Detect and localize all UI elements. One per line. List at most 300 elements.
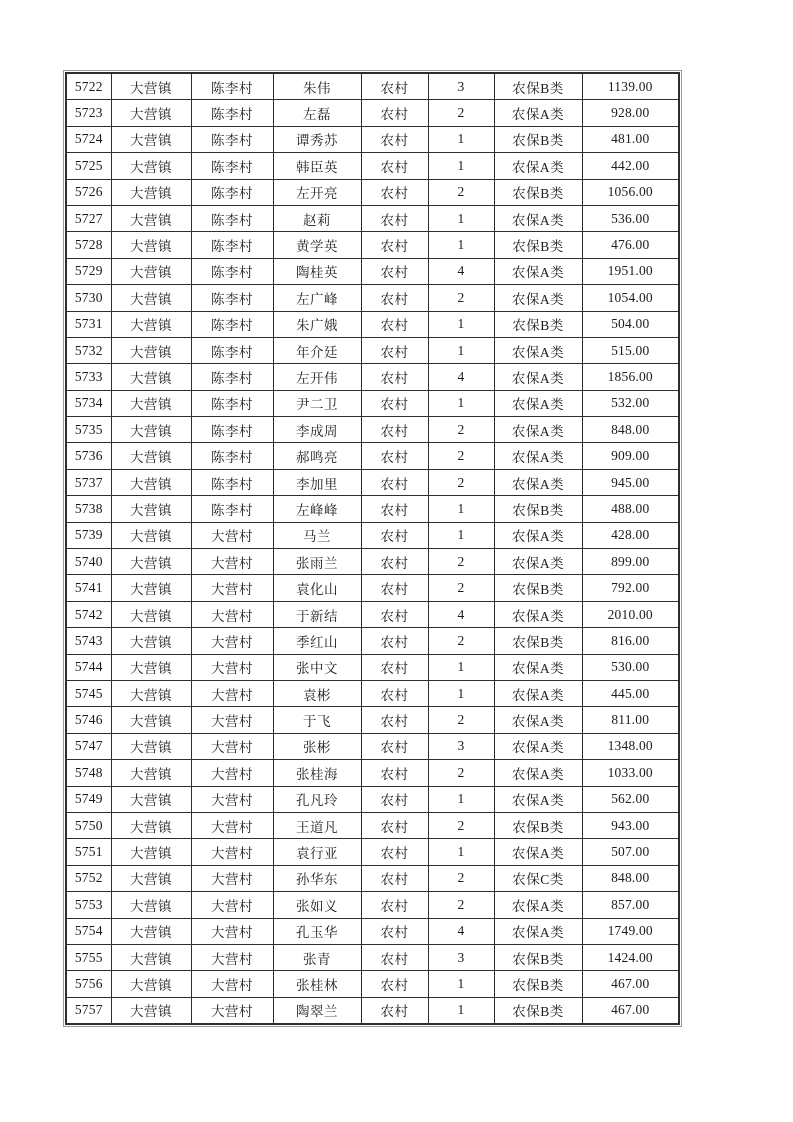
table-row xyxy=(66,153,679,179)
cell-residence-type: 农村 xyxy=(361,258,428,284)
cell-insurance-category: 农保A类 xyxy=(494,601,582,627)
cell-serial-number: 5746 xyxy=(66,707,111,733)
table-row xyxy=(66,839,679,865)
cell-town: 大营镇 xyxy=(111,865,191,891)
cell-person-name: 左峰峰 xyxy=(273,496,361,522)
cell-village: 大营村 xyxy=(191,575,273,601)
cell-person-count: 1 xyxy=(428,153,494,179)
cell-person-count: 2 xyxy=(428,549,494,575)
cell-person-name: 年介廷 xyxy=(273,337,361,363)
cell-person-count: 1 xyxy=(428,654,494,680)
cell-person-count: 1 xyxy=(428,126,494,152)
cell-amount: 562.00 xyxy=(582,786,679,812)
table-row xyxy=(66,285,679,311)
cell-residence-type: 农村 xyxy=(361,126,428,152)
cell-residence-type: 农村 xyxy=(361,205,428,231)
cell-person-name: 左开伟 xyxy=(273,364,361,390)
cell-serial-number: 5740 xyxy=(66,549,111,575)
cell-serial-number: 5738 xyxy=(66,496,111,522)
cell-insurance-category: 农保A类 xyxy=(494,680,582,706)
cell-insurance-category: 农保B类 xyxy=(494,812,582,838)
cell-person-count: 4 xyxy=(428,258,494,284)
cell-serial-number: 5724 xyxy=(66,126,111,152)
cell-serial-number: 5730 xyxy=(66,285,111,311)
cell-serial-number: 5736 xyxy=(66,443,111,469)
cell-village: 大营村 xyxy=(191,944,273,970)
cell-person-count: 1 xyxy=(428,997,494,1024)
cell-residence-type: 农村 xyxy=(361,628,428,654)
cell-amount: 909.00 xyxy=(582,443,679,469)
table-row xyxy=(66,417,679,443)
cell-village: 陈李村 xyxy=(191,496,273,522)
cell-person-count: 2 xyxy=(428,575,494,601)
cell-insurance-category: 农保A类 xyxy=(494,417,582,443)
table-row xyxy=(66,443,679,469)
cell-residence-type: 农村 xyxy=(361,865,428,891)
cell-amount: 816.00 xyxy=(582,628,679,654)
table-row xyxy=(66,944,679,970)
cell-residence-type: 农村 xyxy=(361,760,428,786)
cell-residence-type: 农村 xyxy=(361,522,428,548)
cell-person-name: 袁化山 xyxy=(273,575,361,601)
cell-person-count: 2 xyxy=(428,100,494,126)
cell-town: 大营镇 xyxy=(111,496,191,522)
cell-residence-type: 农村 xyxy=(361,997,428,1024)
table-row xyxy=(66,997,679,1024)
cell-person-count: 2 xyxy=(428,628,494,654)
cell-town: 大营镇 xyxy=(111,997,191,1024)
cell-village: 大营村 xyxy=(191,680,273,706)
cell-village: 大营村 xyxy=(191,997,273,1024)
table-row xyxy=(66,865,679,891)
cell-residence-type: 农村 xyxy=(361,364,428,390)
cell-person-name: 张彬 xyxy=(273,733,361,759)
cell-amount: 481.00 xyxy=(582,126,679,152)
cell-town: 大营镇 xyxy=(111,179,191,205)
table-row xyxy=(66,232,679,258)
cell-person-name: 张桂海 xyxy=(273,760,361,786)
cell-village: 陈李村 xyxy=(191,285,273,311)
table-row xyxy=(66,760,679,786)
cell-town: 大营镇 xyxy=(111,522,191,548)
cell-insurance-category: 农保A类 xyxy=(494,205,582,231)
cell-town: 大营镇 xyxy=(111,417,191,443)
cell-serial-number: 5723 xyxy=(66,100,111,126)
cell-insurance-category: 农保A类 xyxy=(494,733,582,759)
table-row xyxy=(66,73,679,100)
cell-serial-number: 5739 xyxy=(66,522,111,548)
cell-serial-number: 5749 xyxy=(66,786,111,812)
cell-village: 陈李村 xyxy=(191,126,273,152)
cell-person-count: 1 xyxy=(428,496,494,522)
cell-town: 大营镇 xyxy=(111,786,191,812)
cell-person-count: 1 xyxy=(428,337,494,363)
table-row xyxy=(66,100,679,126)
cell-person-count: 1 xyxy=(428,522,494,548)
cell-person-name: 左开亮 xyxy=(273,179,361,205)
cell-person-count: 1 xyxy=(428,390,494,416)
cell-residence-type: 农村 xyxy=(361,179,428,205)
cell-town: 大营镇 xyxy=(111,153,191,179)
cell-town: 大营镇 xyxy=(111,918,191,944)
cell-village: 陈李村 xyxy=(191,443,273,469)
cell-serial-number: 5750 xyxy=(66,812,111,838)
cell-town: 大营镇 xyxy=(111,575,191,601)
cell-amount: 467.00 xyxy=(582,971,679,997)
cell-town: 大营镇 xyxy=(111,443,191,469)
cell-insurance-category: 农保B类 xyxy=(494,575,582,601)
cell-amount: 445.00 xyxy=(582,680,679,706)
cell-village: 陈李村 xyxy=(191,100,273,126)
cell-amount: 848.00 xyxy=(582,417,679,443)
cell-town: 大营镇 xyxy=(111,364,191,390)
cell-village: 陈李村 xyxy=(191,258,273,284)
cell-insurance-category: 农保A类 xyxy=(494,522,582,548)
cell-town: 大营镇 xyxy=(111,285,191,311)
cell-person-name: 于新结 xyxy=(273,601,361,627)
cell-amount: 1139.00 xyxy=(582,73,679,100)
cell-person-name: 朱广娥 xyxy=(273,311,361,337)
cell-serial-number: 5743 xyxy=(66,628,111,654)
table-row xyxy=(66,812,679,838)
cell-person-name: 孙华东 xyxy=(273,865,361,891)
cell-person-name: 孔玉华 xyxy=(273,918,361,944)
table-row xyxy=(66,680,679,706)
cell-amount: 943.00 xyxy=(582,812,679,838)
cell-town: 大营镇 xyxy=(111,707,191,733)
cell-person-count: 1 xyxy=(428,786,494,812)
cell-person-count: 2 xyxy=(428,179,494,205)
cell-person-count: 2 xyxy=(428,865,494,891)
cell-village: 大营村 xyxy=(191,812,273,838)
cell-village: 陈李村 xyxy=(191,179,273,205)
cell-person-name: 袁彬 xyxy=(273,680,361,706)
cell-person-name: 陶翠兰 xyxy=(273,997,361,1024)
cell-town: 大营镇 xyxy=(111,232,191,258)
cell-person-count: 2 xyxy=(428,285,494,311)
cell-insurance-category: 农保A类 xyxy=(494,760,582,786)
cell-village: 大营村 xyxy=(191,707,273,733)
cell-serial-number: 5748 xyxy=(66,760,111,786)
table-row xyxy=(66,628,679,654)
cell-serial-number: 5732 xyxy=(66,337,111,363)
cell-amount: 488.00 xyxy=(582,496,679,522)
cell-amount: 1348.00 xyxy=(582,733,679,759)
cell-insurance-category: 农保B类 xyxy=(494,232,582,258)
cell-village: 大营村 xyxy=(191,918,273,944)
cell-town: 大营镇 xyxy=(111,390,191,416)
cell-amount: 1856.00 xyxy=(582,364,679,390)
cell-person-name: 赵莉 xyxy=(273,205,361,231)
table-row xyxy=(66,311,679,337)
cell-village: 陈李村 xyxy=(191,153,273,179)
cell-serial-number: 5753 xyxy=(66,892,111,918)
cell-person-name: 李成周 xyxy=(273,417,361,443)
cell-person-name: 左磊 xyxy=(273,100,361,126)
cell-amount: 504.00 xyxy=(582,311,679,337)
cell-residence-type: 农村 xyxy=(361,153,428,179)
cell-person-name: 王道凡 xyxy=(273,812,361,838)
cell-serial-number: 5755 xyxy=(66,944,111,970)
cell-serial-number: 5731 xyxy=(66,311,111,337)
cell-town: 大营镇 xyxy=(111,126,191,152)
cell-residence-type: 农村 xyxy=(361,496,428,522)
cell-serial-number: 5735 xyxy=(66,417,111,443)
cell-person-name: 孔凡玲 xyxy=(273,786,361,812)
cell-insurance-category: 农保A类 xyxy=(494,786,582,812)
cell-serial-number: 5725 xyxy=(66,153,111,179)
cell-person-count: 4 xyxy=(428,918,494,944)
cell-serial-number: 5747 xyxy=(66,733,111,759)
cell-town: 大营镇 xyxy=(111,733,191,759)
cell-residence-type: 农村 xyxy=(361,443,428,469)
cell-residence-type: 农村 xyxy=(361,575,428,601)
cell-amount: 428.00 xyxy=(582,522,679,548)
cell-village: 陈李村 xyxy=(191,390,273,416)
cell-person-count: 2 xyxy=(428,469,494,495)
cell-residence-type: 农村 xyxy=(361,971,428,997)
cell-person-name: 郝鸣亮 xyxy=(273,443,361,469)
cell-serial-number: 5734 xyxy=(66,390,111,416)
cell-amount: 532.00 xyxy=(582,390,679,416)
cell-village: 大营村 xyxy=(191,760,273,786)
table-row xyxy=(66,205,679,231)
cell-residence-type: 农村 xyxy=(361,285,428,311)
table-row xyxy=(66,786,679,812)
cell-residence-type: 农村 xyxy=(361,733,428,759)
table-row xyxy=(66,337,679,363)
cell-insurance-category: 农保B类 xyxy=(494,311,582,337)
cell-person-count: 4 xyxy=(428,601,494,627)
cell-amount: 1749.00 xyxy=(582,918,679,944)
cell-person-name: 张中文 xyxy=(273,654,361,680)
cell-person-count: 3 xyxy=(428,73,494,100)
cell-amount: 811.00 xyxy=(582,707,679,733)
cell-residence-type: 农村 xyxy=(361,311,428,337)
cell-serial-number: 5741 xyxy=(66,575,111,601)
table-row xyxy=(66,918,679,944)
cell-residence-type: 农村 xyxy=(361,944,428,970)
cell-serial-number: 5745 xyxy=(66,680,111,706)
table-row xyxy=(66,549,679,575)
cell-residence-type: 农村 xyxy=(361,73,428,100)
cell-amount: 530.00 xyxy=(582,654,679,680)
cell-amount: 848.00 xyxy=(582,865,679,891)
cell-residence-type: 农村 xyxy=(361,469,428,495)
cell-serial-number: 5744 xyxy=(66,654,111,680)
cell-serial-number: 5737 xyxy=(66,469,111,495)
cell-person-count: 2 xyxy=(428,812,494,838)
cell-residence-type: 农村 xyxy=(361,918,428,944)
cell-insurance-category: 农保B类 xyxy=(494,73,582,100)
cell-person-name: 张桂林 xyxy=(273,971,361,997)
cell-residence-type: 农村 xyxy=(361,654,428,680)
cell-insurance-category: 农保B类 xyxy=(494,496,582,522)
cell-serial-number: 5722 xyxy=(66,73,111,100)
cell-person-name: 陶桂英 xyxy=(273,258,361,284)
table-row xyxy=(66,707,679,733)
cell-insurance-category: 农保B类 xyxy=(494,126,582,152)
cell-town: 大营镇 xyxy=(111,628,191,654)
cell-residence-type: 农村 xyxy=(361,549,428,575)
cell-person-name: 朱伟 xyxy=(273,73,361,100)
cell-town: 大营镇 xyxy=(111,337,191,363)
cell-village: 大营村 xyxy=(191,786,273,812)
cell-insurance-category: 农保A类 xyxy=(494,839,582,865)
cell-serial-number: 5754 xyxy=(66,918,111,944)
cell-amount: 507.00 xyxy=(582,839,679,865)
cell-person-name: 谭秀苏 xyxy=(273,126,361,152)
cell-person-count: 1 xyxy=(428,205,494,231)
cell-amount: 442.00 xyxy=(582,153,679,179)
cell-village: 陈李村 xyxy=(191,364,273,390)
cell-person-count: 2 xyxy=(428,892,494,918)
cell-person-name: 季红山 xyxy=(273,628,361,654)
table-row xyxy=(66,496,679,522)
cell-insurance-category: 农保A类 xyxy=(494,654,582,680)
cell-village: 陈李村 xyxy=(191,73,273,100)
cell-amount: 1056.00 xyxy=(582,179,679,205)
cell-insurance-category: 农保A类 xyxy=(494,918,582,944)
cell-person-count: 2 xyxy=(428,417,494,443)
cell-serial-number: 5733 xyxy=(66,364,111,390)
cell-insurance-category: 农保A类 xyxy=(494,100,582,126)
cell-insurance-category: 农保C类 xyxy=(494,865,582,891)
cell-person-count: 3 xyxy=(428,944,494,970)
cell-serial-number: 5728 xyxy=(66,232,111,258)
cell-town: 大营镇 xyxy=(111,601,191,627)
cell-village: 大营村 xyxy=(191,654,273,680)
cell-town: 大营镇 xyxy=(111,680,191,706)
table-row xyxy=(66,390,679,416)
cell-residence-type: 农村 xyxy=(361,892,428,918)
cell-person-name: 左广峰 xyxy=(273,285,361,311)
cell-person-name: 袁行亚 xyxy=(273,839,361,865)
cell-town: 大营镇 xyxy=(111,100,191,126)
table-row xyxy=(66,469,679,495)
cell-insurance-category: 农保A类 xyxy=(494,364,582,390)
cell-insurance-category: 农保A类 xyxy=(494,443,582,469)
cell-amount: 1424.00 xyxy=(582,944,679,970)
cell-village: 大营村 xyxy=(191,628,273,654)
cell-amount: 1951.00 xyxy=(582,258,679,284)
table-row xyxy=(66,179,679,205)
cell-insurance-category: 农保B类 xyxy=(494,971,582,997)
cell-amount: 467.00 xyxy=(582,997,679,1024)
cell-person-name: 李加里 xyxy=(273,469,361,495)
cell-insurance-category: 农保A类 xyxy=(494,337,582,363)
cell-serial-number: 5742 xyxy=(66,601,111,627)
cell-residence-type: 农村 xyxy=(361,707,428,733)
table-row xyxy=(66,733,679,759)
cell-town: 大营镇 xyxy=(111,469,191,495)
cell-residence-type: 农村 xyxy=(361,680,428,706)
cell-person-name: 于飞 xyxy=(273,707,361,733)
cell-village: 陈李村 xyxy=(191,469,273,495)
cell-village: 大营村 xyxy=(191,865,273,891)
cell-town: 大营镇 xyxy=(111,944,191,970)
cell-person-count: 2 xyxy=(428,443,494,469)
table-row xyxy=(66,575,679,601)
cell-insurance-category: 农保A类 xyxy=(494,153,582,179)
cell-village: 大营村 xyxy=(191,522,273,548)
table-body xyxy=(66,73,679,1024)
cell-village: 大营村 xyxy=(191,971,273,997)
cell-residence-type: 农村 xyxy=(361,812,428,838)
table-row xyxy=(66,654,679,680)
cell-insurance-category: 农保A类 xyxy=(494,707,582,733)
cell-village: 陈李村 xyxy=(191,205,273,231)
cell-person-count: 2 xyxy=(428,760,494,786)
insurance-register-table xyxy=(65,72,680,1025)
cell-residence-type: 农村 xyxy=(361,100,428,126)
cell-town: 大营镇 xyxy=(111,73,191,100)
cell-residence-type: 农村 xyxy=(361,786,428,812)
cell-person-count: 1 xyxy=(428,971,494,997)
cell-town: 大营镇 xyxy=(111,971,191,997)
cell-residence-type: 农村 xyxy=(361,390,428,416)
cell-insurance-category: 农保A类 xyxy=(494,258,582,284)
cell-person-count: 1 xyxy=(428,311,494,337)
cell-village: 陈李村 xyxy=(191,417,273,443)
table-row xyxy=(66,971,679,997)
cell-person-count: 1 xyxy=(428,680,494,706)
cell-insurance-category: 农保B类 xyxy=(494,997,582,1024)
cell-town: 大营镇 xyxy=(111,205,191,231)
cell-amount: 792.00 xyxy=(582,575,679,601)
cell-insurance-category: 农保B类 xyxy=(494,944,582,970)
table-row xyxy=(66,258,679,284)
cell-person-name: 张如义 xyxy=(273,892,361,918)
cell-person-name: 张雨兰 xyxy=(273,549,361,575)
cell-amount: 928.00 xyxy=(582,100,679,126)
cell-serial-number: 5752 xyxy=(66,865,111,891)
cell-insurance-category: 农保B类 xyxy=(494,179,582,205)
cell-amount: 476.00 xyxy=(582,232,679,258)
cell-amount: 536.00 xyxy=(582,205,679,231)
cell-amount: 515.00 xyxy=(582,337,679,363)
cell-town: 大营镇 xyxy=(111,892,191,918)
cell-amount: 945.00 xyxy=(582,469,679,495)
cell-serial-number: 5727 xyxy=(66,205,111,231)
cell-amount: 1054.00 xyxy=(582,285,679,311)
cell-village: 大营村 xyxy=(191,733,273,759)
cell-residence-type: 农村 xyxy=(361,417,428,443)
table-row xyxy=(66,364,679,390)
cell-residence-type: 农村 xyxy=(361,232,428,258)
cell-person-count: 2 xyxy=(428,707,494,733)
cell-village: 大营村 xyxy=(191,549,273,575)
cell-person-count: 1 xyxy=(428,232,494,258)
cell-town: 大营镇 xyxy=(111,839,191,865)
cell-serial-number: 5757 xyxy=(66,997,111,1024)
cell-residence-type: 农村 xyxy=(361,839,428,865)
cell-town: 大营镇 xyxy=(111,812,191,838)
cell-serial-number: 5729 xyxy=(66,258,111,284)
table-row xyxy=(66,601,679,627)
cell-residence-type: 农村 xyxy=(361,601,428,627)
cell-insurance-category: 农保B类 xyxy=(494,628,582,654)
cell-person-count: 3 xyxy=(428,733,494,759)
cell-village: 大营村 xyxy=(191,601,273,627)
cell-serial-number: 5751 xyxy=(66,839,111,865)
cell-insurance-category: 农保A类 xyxy=(494,469,582,495)
cell-person-count: 1 xyxy=(428,839,494,865)
cell-serial-number: 5756 xyxy=(66,971,111,997)
cell-village: 大营村 xyxy=(191,892,273,918)
cell-serial-number: 5726 xyxy=(66,179,111,205)
cell-person-name: 马兰 xyxy=(273,522,361,548)
